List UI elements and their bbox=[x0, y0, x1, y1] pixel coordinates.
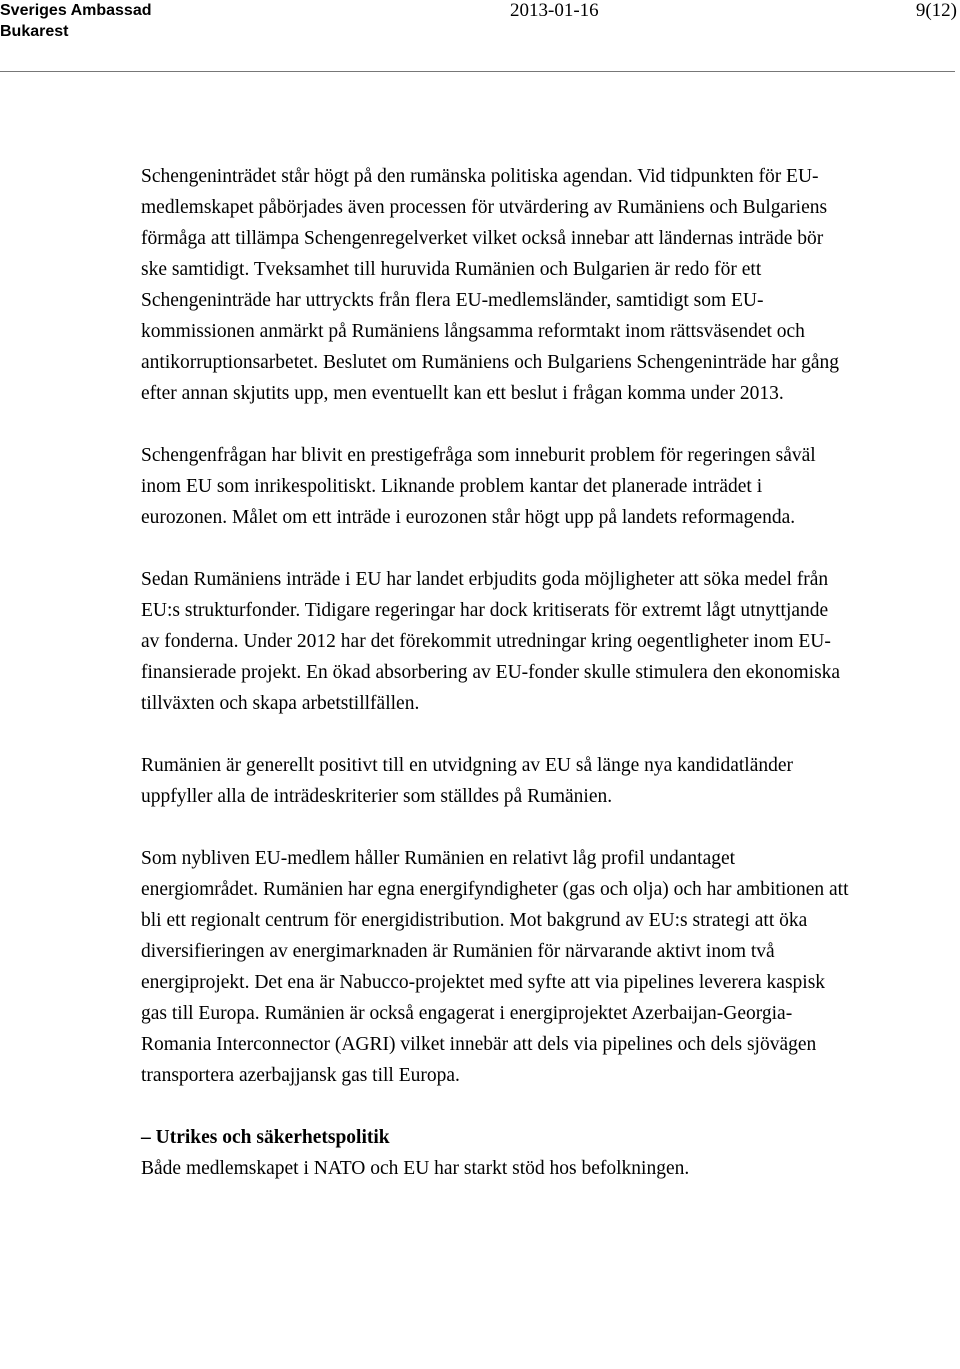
paragraph-enlargement: Rumänien är generellt positivt till en utvidgning av EU så länge nya kandidatländer uppfyller alla de inträdeskriterier som ställdes på Rumänien. bbox=[141, 755, 793, 807]
paragraph-energy: Som nybliven EU-medlem håller Rumänien en relativt låg profil undantaget energiområdet. Rumänien har egna energifyndigheter (gas och olja) och har ambitionen att bli ett regionalt centrum för energidistribution. Mot bakgrund av EU:s strategi att öka diversifieringen av energimarknaden är Rumänien för närvarande aktivt inom två energiprojekt. Det ena är Nabucco-projektet med syfte att via pipelines leverera kaspisk gas till Europa. Rumänien är också engagerat i energiprojektet Azerbaijan-Georgia-Romania Interconnector (AGRI) vilket innebär att dels via pipelines och dels sjövägen transportera azerbajjansk gas till Europa. bbox=[141, 848, 849, 1086]
page-header bbox=[0, 0, 960, 60]
page-number: 9(12) bbox=[915, 0, 957, 21]
section-heading: – Utrikes och säkerhetspolitik bbox=[141, 1127, 390, 1148]
header-divider bbox=[0, 71, 955, 72]
sender-city: Bukarest bbox=[0, 23, 69, 40]
paragraph-prestige: Schengenfrågan har blivit en prestigefråga som inneburit problem för regeringen såväl inom EU som inrikespolitiskt. Liknande problem kantar det planerade inträdet i eurozonen. Målet om ett inträde i eurozonen står högt upp på landets reformagenda. bbox=[141, 445, 816, 528]
sender-org: Sveriges Ambassad bbox=[0, 2, 152, 19]
section-first-line: Både medlemskapet i NATO och EU har starkt stöd hos befolkningen. bbox=[141, 1158, 690, 1179]
document-date: 2013-01-16 bbox=[510, 0, 599, 21]
paragraph-schengen: Schengeninträdet står högt på den rumänska politiska agendan. Vid tidpunkten för EU-medlemskapet påbörjades även processen för utvärdering av Rumäniens och Bulgariens förmåga att tillämpa Schengenregelverket vilket också innebar att ländernas inträde bör ske samtidigt. Tveksamhet till huruvida Rumänien och Bulgarien är redo för ett Schengeninträde har uttryckts från flera EU-medlemsländer, samtidigt som EU-kommissionen anmärkt på Rumäniens långsamma reformtakt inom rättsväsendet och antikorruptionsarbetet. Beslutet om Rumäniens och Bulgariens Schengeninträde har gång efter annan skjutits upp, men eventuellt kan ett beslut i frågan komma under 2013. bbox=[141, 166, 840, 404]
paragraph-eu-funds: Sedan Rumäniens inträde i EU har landet erbjudits goda möjligheter att söka medel från EU:s strukturfonder. Tidigare regeringar har dock kritiserats för extremt lågt utnyttjande av fonderna. Under 2012 har det förekommit utredningar kring oegentligheter inom EU-finansierade projekt. En ökad absorbering av EU-fonder skulle stimulera den ekonomiska tillväxten och skapa arbetstillfällen. bbox=[141, 569, 841, 714]
document-body bbox=[141, 161, 851, 1184]
sender-block bbox=[0, 0, 151, 42]
